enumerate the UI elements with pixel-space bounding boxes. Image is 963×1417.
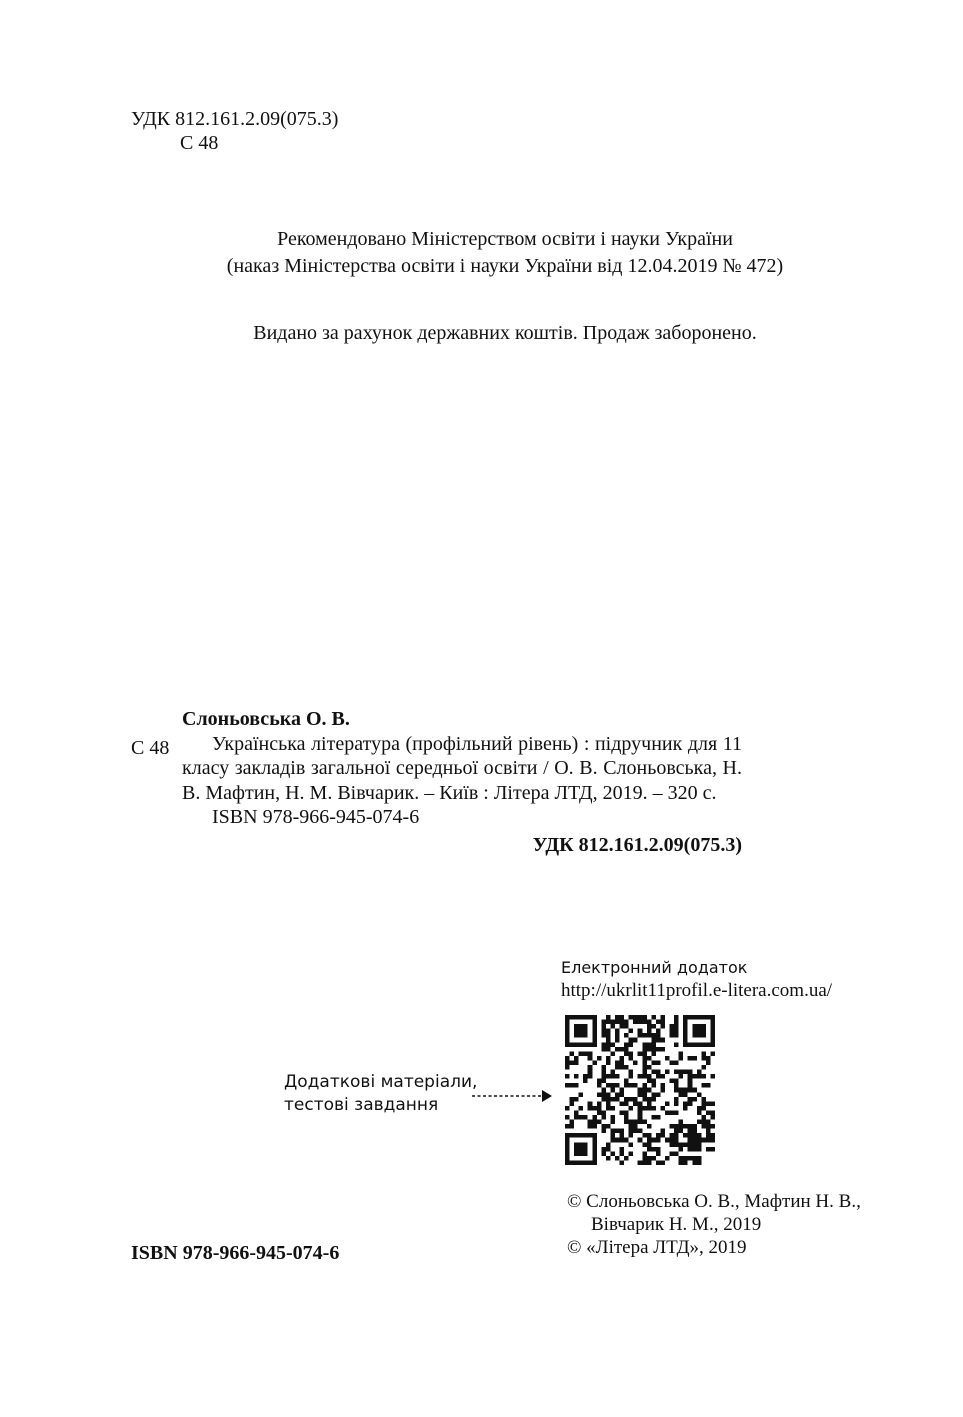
qr-code-icon[interactable] bbox=[565, 1015, 715, 1165]
qr-label bbox=[284, 1071, 477, 1117]
dashed-arrow-icon bbox=[470, 1088, 554, 1104]
copyright-block bbox=[567, 1190, 861, 1259]
bibliographic-isbn: ISBN 978-966-945-074-6 bbox=[212, 806, 420, 828]
electronic-supplement-url[interactable]: http://ukrlit11profil.e-litera.com.ua/ bbox=[561, 980, 833, 1001]
recommendation-block bbox=[0, 226, 963, 280]
qr-label-line-1: Додаткові матеріали, bbox=[284, 1072, 478, 1092]
copyright-line-3: © «Літера ЛТД», 2019 bbox=[567, 1237, 747, 1258]
qr-label-line-2: тестові завдання bbox=[284, 1095, 439, 1115]
bibliographic-author: Слоньовська О. В. bbox=[182, 708, 350, 730]
bibliographic-description: Українська література (профільний рівень) : підручник для 11 класу закладів загальної середньої освіти / О. В. Слоньовська, Н. В. Мафтин, Н. М. Вівчарик. – Київ : Літера ЛТД, 2019. – 320 с. bbox=[182, 732, 742, 804]
copyright-line-2: Вівчарик Н. М., 2019 bbox=[591, 1214, 762, 1235]
udk-header: УДК 812.161.2.09(075.3) bbox=[131, 108, 339, 130]
recommendation-line-2: (наказ Міністерства освіти і науки України від 12.04.2019 № 472) bbox=[226, 255, 784, 277]
bibliographic-udk: УДК 812.161.2.09(075.3) bbox=[532, 833, 742, 856]
bibliographic-code: С 48 bbox=[131, 737, 170, 759]
funding-note: Видано за рахунок державних коштів. Продаж заборонено. bbox=[253, 322, 757, 344]
recommendation-line-1: Рекомендовано Міністерством освіти і науки України bbox=[277, 228, 733, 250]
electronic-supplement-title: Електронний додаток bbox=[561, 958, 748, 977]
bibliographic-record bbox=[182, 707, 742, 857]
isbn-footer: ISBN 978-966-945-074-6 bbox=[131, 1242, 340, 1264]
copyright-line-1: © Слоньовська О. В., Мафтин Н. В., bbox=[567, 1191, 861, 1212]
author-code-header: С 48 bbox=[180, 132, 219, 154]
